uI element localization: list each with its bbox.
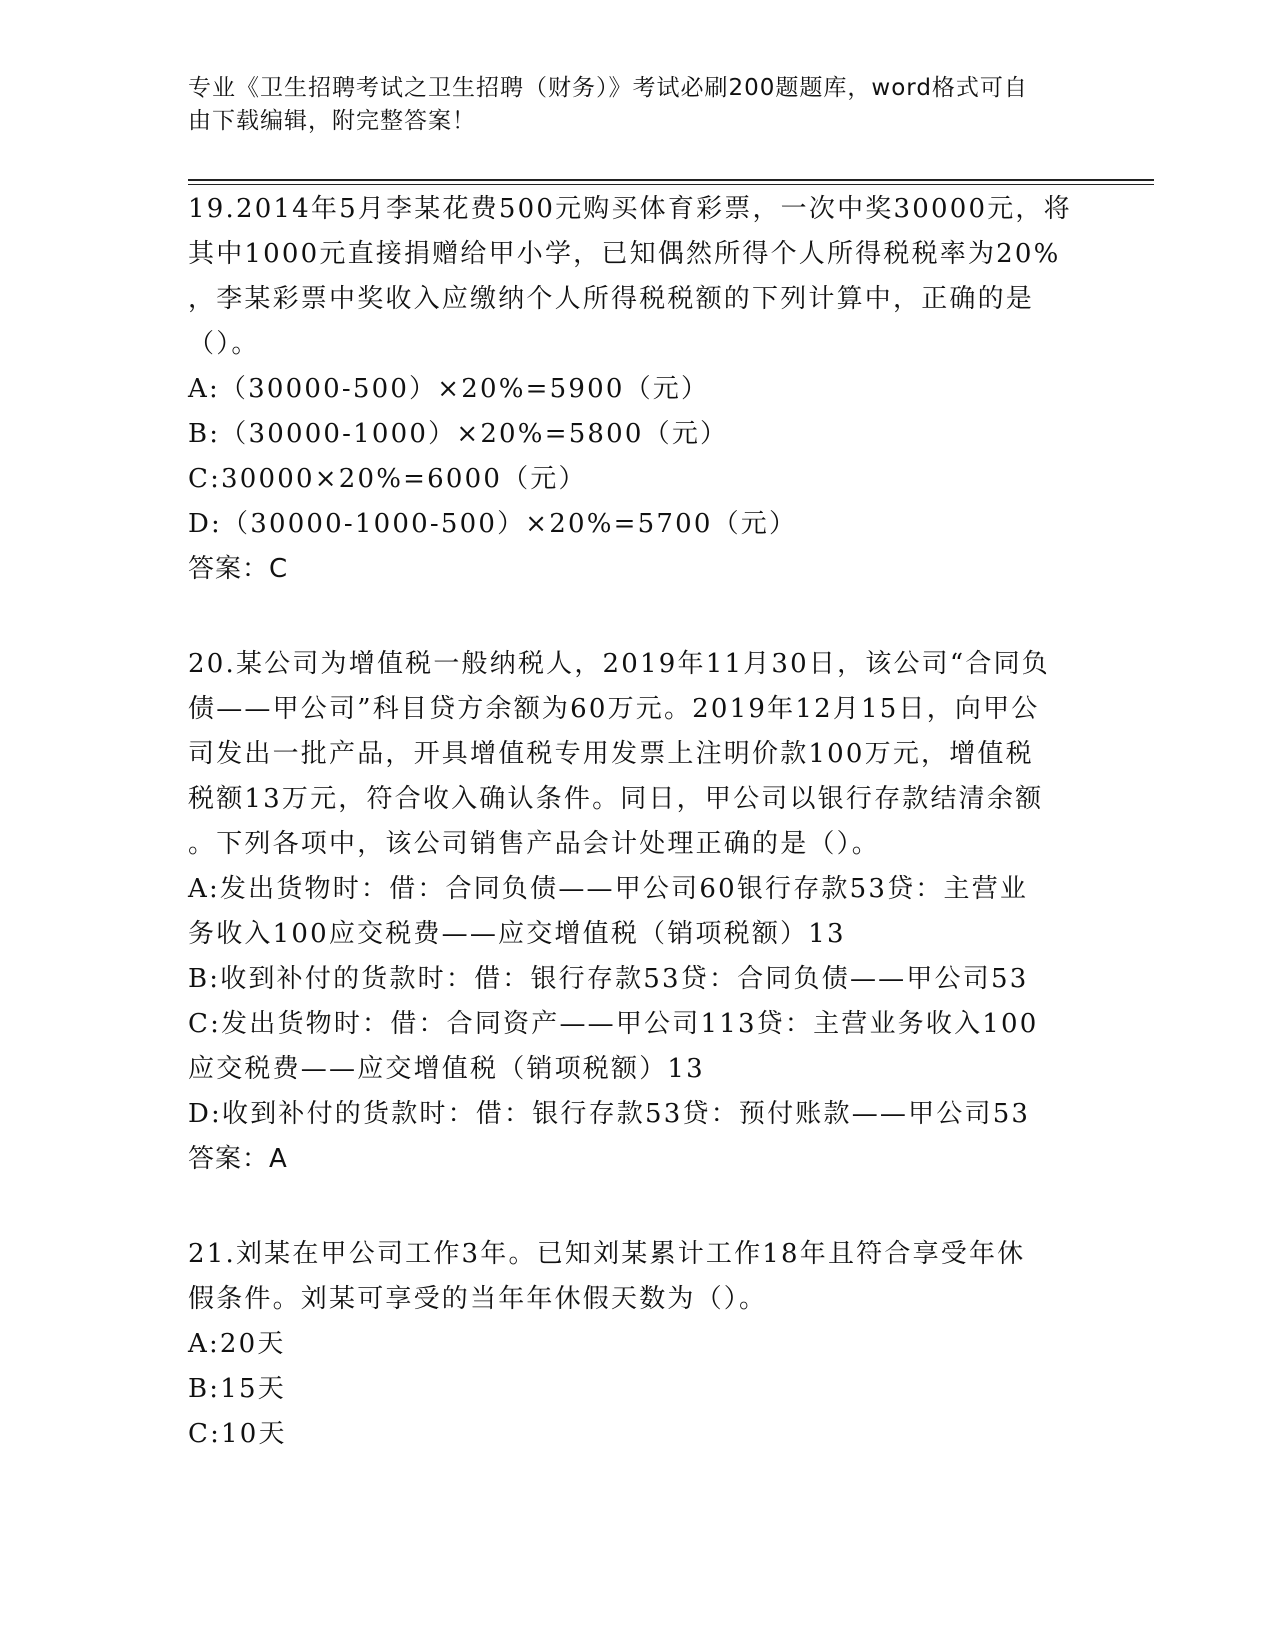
question-21-line-2: 假条件。刘某可享受的当年年休假天数为（）。 [188,1284,768,1314]
question-19-line-1: 19.2014年5月李某花费500元购买体育彩票，一次中奖30000元，将 [188,194,1072,224]
question-19-answer: 答案：C [188,554,289,584]
question-20-line-3: 司发出一批产品，开具增值税专用发票上注明价款100万元，增值税 [188,739,1034,769]
question-19-option-a: A:（30000-500）×20%=5900（元） [188,374,710,404]
question-19-option-d: D:（30000-1000-500）×20%=5700（元） [188,509,798,539]
question-19-option-c: C:30000×20%=6000（元） [188,464,587,494]
question-20-line-4: 税额13万元，符合收入确认条件。同日，甲公司以银行存款结清余额 [188,784,1044,814]
header-line-2: 由下载编辑，附完整答案！ [188,108,476,134]
question-20-option-a-line-1: A:发出货物时：借：合同负债——甲公司60银行存款53贷：主营业 [188,874,1029,904]
document-header [188,72,1088,138]
header-line-1: 专业《卫生招聘考试之卫生招聘（财务）》考试必刷200题题库，word格式可自 [188,75,1028,101]
question-21-option-b: B:15天 [188,1374,286,1404]
header-rule-thick [188,179,1154,181]
question-20-line-5: 。下列各项中，该公司销售产品会计处理正确的是（）。 [188,829,881,859]
question-20-option-b: B:收到补付的货款时：借：银行存款53贷：合同负债——甲公司53 [188,964,1029,994]
question-19-line-4: （）。 [188,329,260,359]
question-21-line-1: 21.刘某在甲公司工作3年。已知刘某累计工作18年且符合享受年休 [188,1239,1026,1269]
question-19-option-b: B:（30000-1000）×20%=5800（元） [188,419,729,449]
question-20-line-2: 债——甲公司”科目贷方余额为60万元。2019年12月15日，向甲公 [188,694,1040,724]
question-20-line-1: 20.某公司为增值税一般纳税人，2019年11月30日，该公司“合同负 [188,649,1050,679]
question-20-option-c-line-1: C:发出货物时：借：合同资产——甲公司113贷：主营业务收入100 [188,1009,1039,1039]
question-20-option-a-line-2: 务收入100应交税费——应交增值税（销项税额）13 [188,919,846,949]
question-20-option-d: D:收到补付的货款时：借：银行存款53贷：预付账款——甲公司53 [188,1099,1031,1129]
question-21-option-a: A:20天 [188,1329,286,1359]
question-20-answer: 答案：A [188,1144,288,1174]
question-21-option-c: C:10天 [188,1419,287,1449]
question-19-line-3: ，李某彩票中奖收入应缴纳个人所得税税额的下列计算中，正确的是 [188,284,1035,314]
header-rule-thin [188,184,1154,185]
question-20-option-c-line-2: 应交税费——应交增值税（销项税额）13 [188,1054,705,1084]
question-19-line-2: 其中1000元直接捐赠给甲小学，已知偶然所得个人所得税税率为20% [188,239,1061,269]
